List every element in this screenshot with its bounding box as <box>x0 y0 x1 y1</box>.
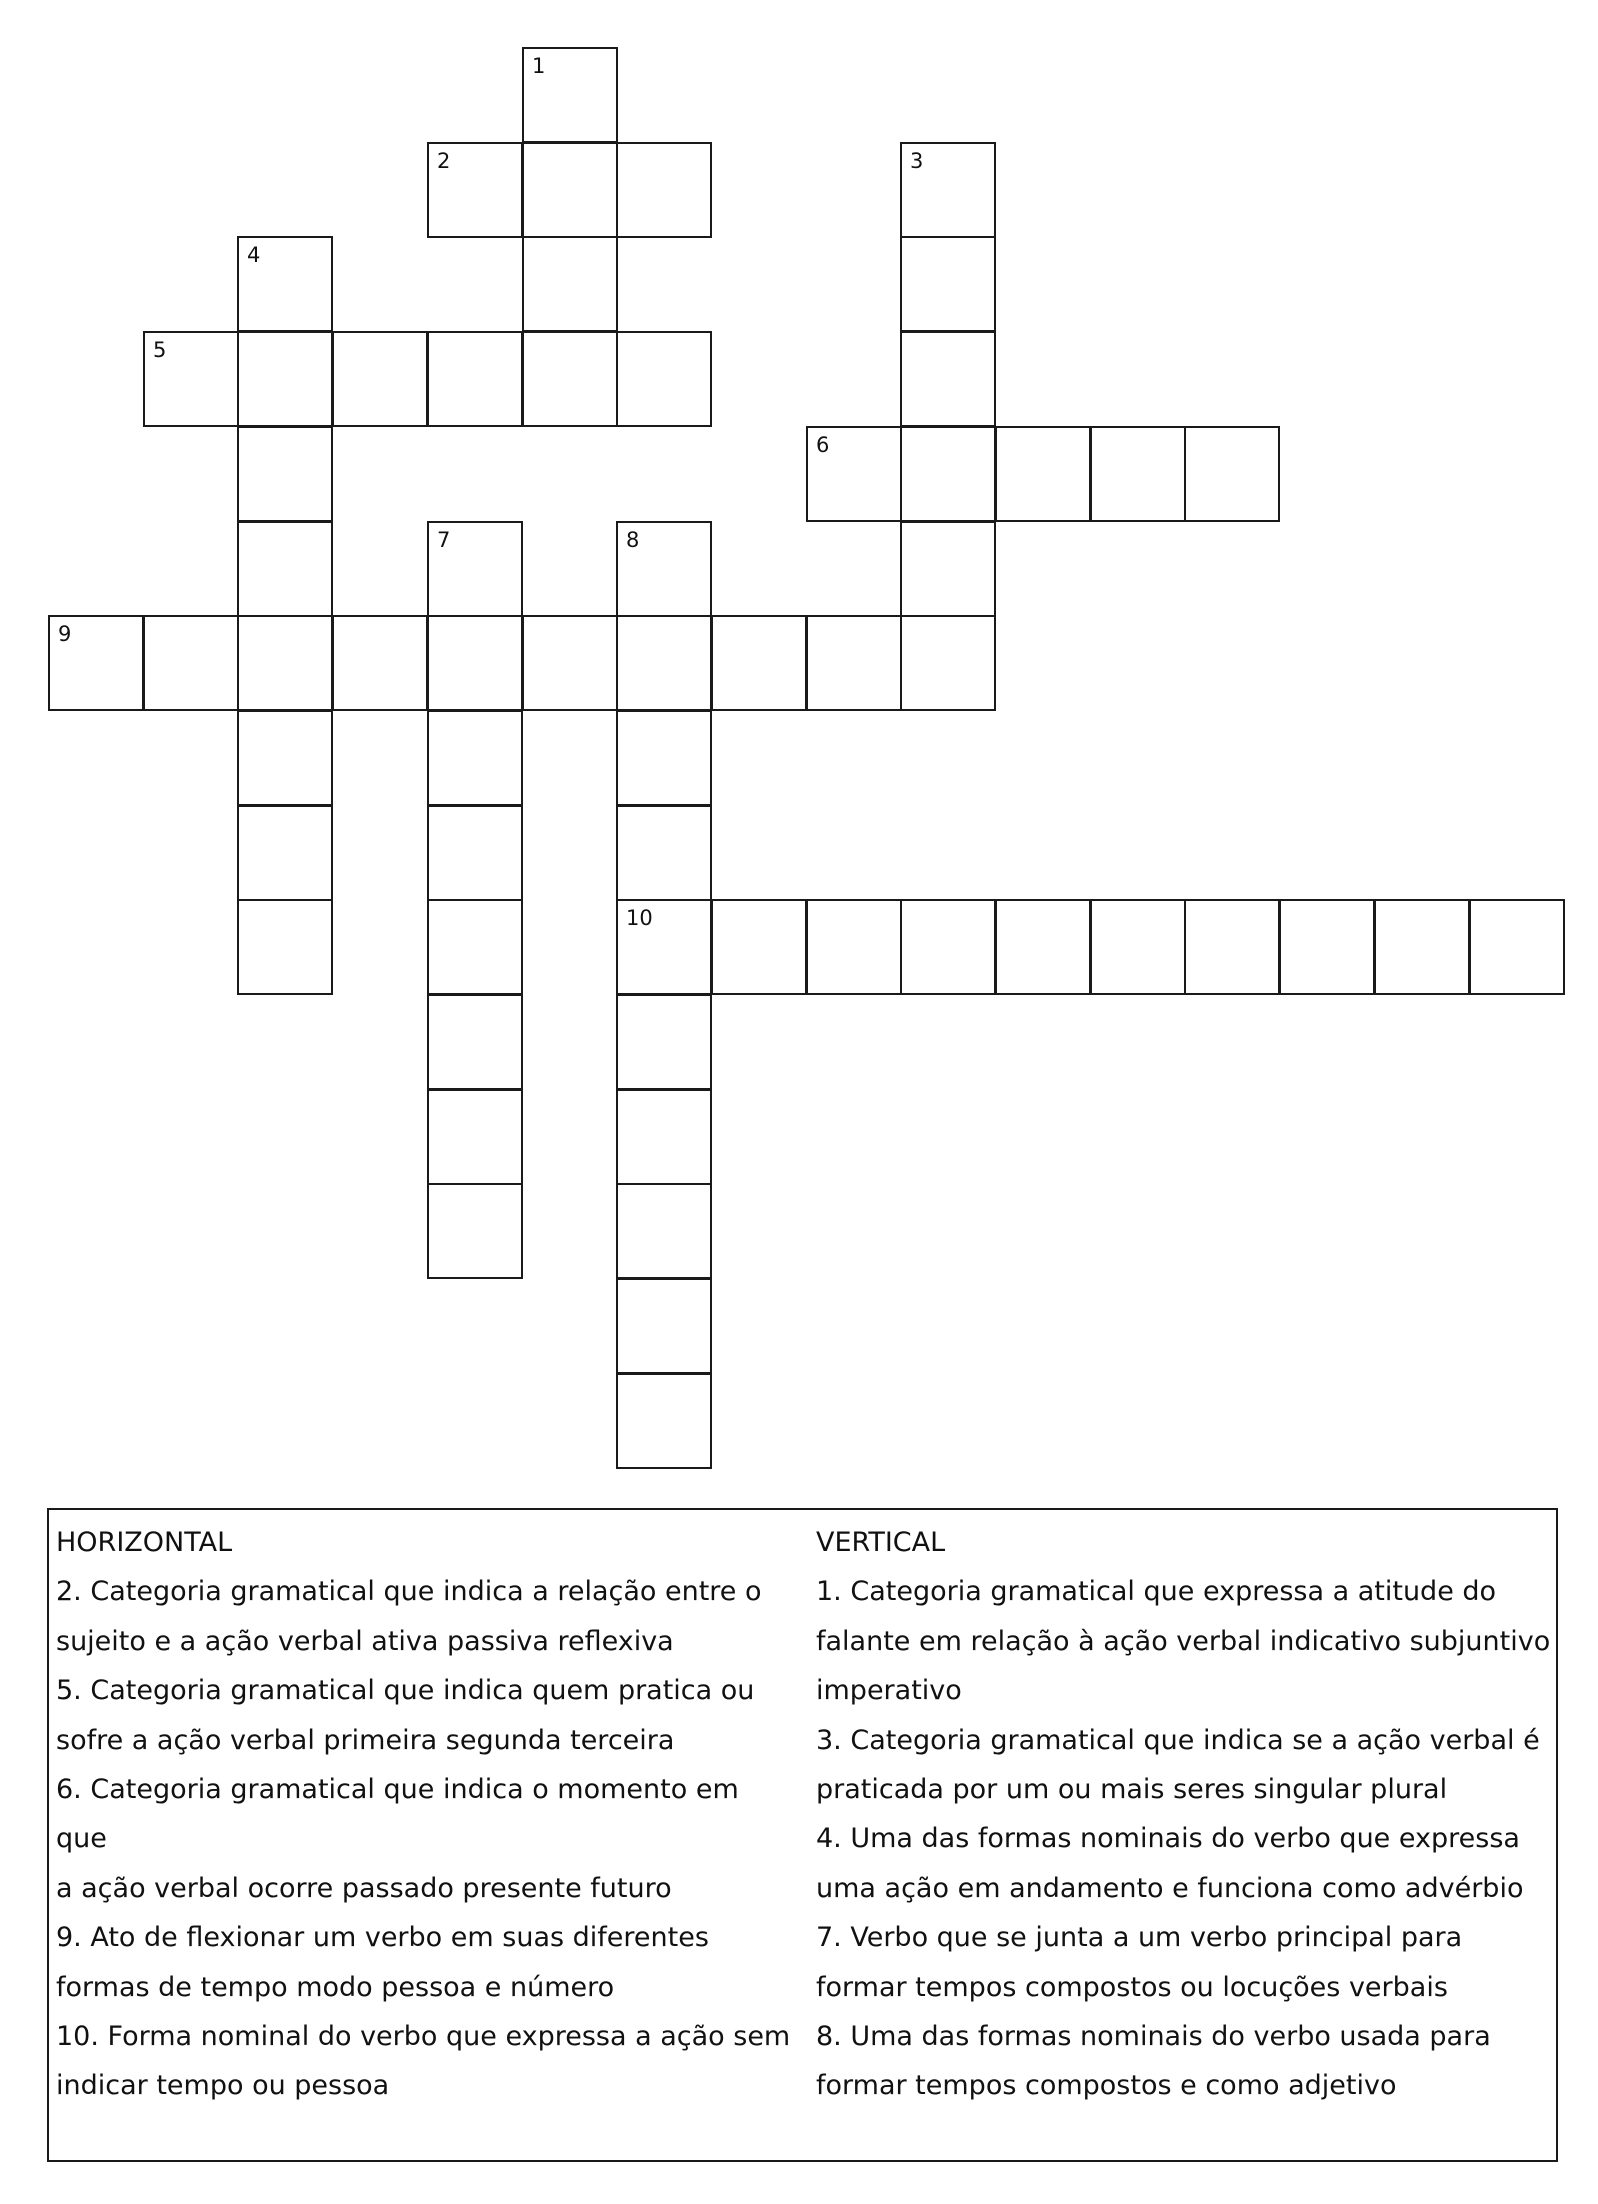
crossword-cell[interactable] <box>522 615 618 711</box>
crossword-cell[interactable] <box>522 142 618 238</box>
crossword-cell[interactable] <box>711 615 807 711</box>
crossword-cell[interactable] <box>1184 426 1280 522</box>
vertical-clue-line: 7. Verbo que se junta a um verbo principal para <box>816 1922 1463 1954</box>
crossword-cell[interactable] <box>616 142 712 238</box>
clue-number: 8 <box>626 528 640 552</box>
clue-number: 10 <box>626 906 653 930</box>
crossword-cell[interactable] <box>237 426 333 522</box>
crossword-cell[interactable] <box>1090 899 1186 995</box>
clue-number: 2 <box>437 149 451 173</box>
crossword-cell[interactable] <box>616 615 712 711</box>
horizontal-clue-line: 2. Categoria gramatical que indica a relação entre o <box>56 1576 762 1608</box>
crossword-cell[interactable] <box>900 521 996 617</box>
crossword-cell[interactable] <box>995 899 1091 995</box>
crossword-cell[interactable] <box>806 615 902 711</box>
crossword-cell[interactable] <box>237 710 333 806</box>
crossword-cell[interactable] <box>1374 899 1470 995</box>
crossword-cell[interactable] <box>900 331 996 427</box>
crossword-cell[interactable] <box>616 1089 712 1185</box>
horizontal-clue-line: sofre a ação verbal primeira segunda terceira <box>56 1724 675 1756</box>
crossword-cell[interactable] <box>237 805 333 901</box>
horizontal-clue-line: 6. Categoria gramatical que indica o momento em que <box>56 1774 739 1855</box>
clue-number: 1 <box>532 54 546 78</box>
crossword-cell[interactable] <box>522 47 618 143</box>
vertical-clue-line: formar tempos compostos e como adjetivo <box>816 2070 1397 2102</box>
clue-number: 3 <box>910 149 924 173</box>
horizontal-clue-line: formas de tempo modo pessoa e número <box>56 1971 615 2003</box>
crossword-cell[interactable] <box>427 805 523 901</box>
horizontal-clues <box>56 1518 796 2111</box>
crossword-cell[interactable] <box>1469 899 1565 995</box>
crossword-cell[interactable] <box>806 426 902 522</box>
crossword-cell[interactable] <box>237 899 333 995</box>
crossword-cell[interactable] <box>616 899 712 995</box>
crossword-cell[interactable] <box>900 615 996 711</box>
crossword-cell[interactable] <box>48 615 144 711</box>
crossword-cell[interactable] <box>900 426 996 522</box>
crossword-cell[interactable] <box>237 236 333 332</box>
crossword-cell[interactable] <box>427 615 523 711</box>
crossword-cell[interactable] <box>237 521 333 617</box>
horizontal-clue-line: sujeito e a ação verbal ativa passiva reflexiva <box>56 1625 674 1657</box>
crossword-cell[interactable] <box>143 331 239 427</box>
crossword-cell[interactable] <box>427 994 523 1090</box>
crossword-cell[interactable] <box>900 899 996 995</box>
crossword-cell[interactable] <box>995 426 1091 522</box>
vertical-clue-line: 4. Uma das formas nominais do verbo que expressa <box>816 1823 1520 1855</box>
vertical-clue-line: imperativo <box>816 1675 962 1707</box>
clue-number: 9 <box>58 622 72 646</box>
crossword-cell[interactable] <box>900 236 996 332</box>
crossword-cell[interactable] <box>427 142 523 238</box>
horizontal-clue-line: 9. Ato de flexionar um verbo em suas diferentes <box>56 1922 709 1954</box>
crossword-cell[interactable] <box>616 1183 712 1279</box>
crossword-cell[interactable] <box>427 899 523 995</box>
crossword-cell[interactable] <box>332 331 428 427</box>
vertical-clue-line: falante em relação à ação verbal indicativo subjuntivo <box>816 1625 1551 1657</box>
horizontal-clue-line: 5. Categoria gramatical que indica quem pratica ou <box>56 1675 755 1707</box>
crossword-cell[interactable] <box>616 331 712 427</box>
crossword-cell[interactable] <box>237 615 333 711</box>
vertical-clue-line: praticada por um ou mais seres singular plural <box>816 1774 1448 1806</box>
horizontal-clue-line: indicar tempo ou pessoa <box>56 2070 390 2102</box>
crossword-cell[interactable] <box>1184 899 1280 995</box>
clue-number: 5 <box>153 338 167 362</box>
vertical-clues <box>816 1518 1554 2111</box>
crossword-cell[interactable] <box>522 331 618 427</box>
crossword-cell[interactable] <box>711 899 807 995</box>
horizontal-clue-line: 10. Forma nominal do verbo que expressa a ação sem <box>56 2021 791 2053</box>
vertical-clue-line: uma ação em andamento e funciona como advérbio <box>816 1872 1524 1904</box>
vertical-clue-line: formar tempos compostos ou locuções verbais <box>816 1971 1448 2003</box>
horizontal-clue-line: a ação verbal ocorre passado presente futuro <box>56 1872 672 1904</box>
clue-number: 4 <box>247 243 261 267</box>
crossword-cell[interactable] <box>427 710 523 806</box>
crossword-cell[interactable] <box>427 521 523 617</box>
crossword-cell[interactable] <box>616 1373 712 1469</box>
crossword-cell[interactable] <box>237 331 333 427</box>
clues-box <box>47 1508 1558 2162</box>
clue-number: 7 <box>437 528 451 552</box>
vertical-clue-line: 8. Uma das formas nominais do verbo usada para <box>816 2021 1491 2053</box>
crossword-cell[interactable] <box>806 899 902 995</box>
crossword-cell[interactable] <box>616 710 712 806</box>
crossword-cell[interactable] <box>1090 426 1186 522</box>
crossword-cell[interactable] <box>143 615 239 711</box>
crossword-cell[interactable] <box>427 1089 523 1185</box>
clue-number: 6 <box>816 433 830 457</box>
crossword-cell[interactable] <box>616 1278 712 1374</box>
crossword-cell[interactable] <box>332 615 428 711</box>
crossword-cell[interactable] <box>616 521 712 617</box>
crossword-cell[interactable] <box>522 236 618 332</box>
vertical-heading: VERTICAL <box>816 1527 946 1558</box>
crossword-cell[interactable] <box>616 994 712 1090</box>
vertical-clue-line: 3. Categoria gramatical que indica se a ação verbal é <box>816 1724 1540 1756</box>
crossword-cell[interactable] <box>427 1183 523 1279</box>
crossword-cell[interactable] <box>1279 899 1375 995</box>
vertical-clue-line: 1. Categoria gramatical que expressa a atitude do <box>816 1576 1497 1608</box>
horizontal-heading: HORIZONTAL <box>56 1527 233 1558</box>
crossword-cell[interactable] <box>616 805 712 901</box>
crossword-cell[interactable] <box>427 331 523 427</box>
crossword-cell[interactable] <box>900 142 996 238</box>
